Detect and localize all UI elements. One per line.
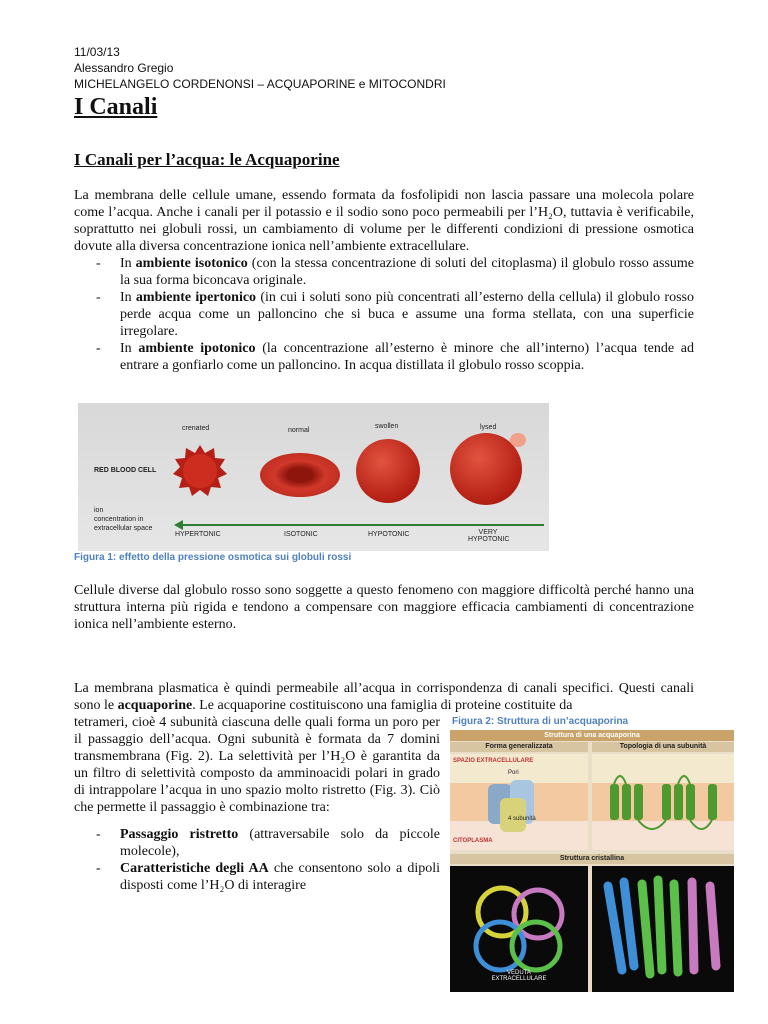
osmotic-list [74, 255, 694, 374]
fig2-title: Struttura di una acquaporina [450, 730, 734, 741]
passage-list [74, 826, 440, 894]
fig2-col1: Forma generalizzata [450, 742, 588, 752]
subunit-shape [500, 798, 526, 832]
list-item: - In ambiente ipotonico (la concentrazione all’esterno è minore che all’interno) l’acqua tende ad entrare a gonfiarlo come un palloncino. In acqua distillata il globulo rosso scoppia. [74, 340, 694, 374]
crystal-top-view: VEDUTA EXTRACELLULARE [450, 866, 588, 992]
condition-label: HYPOTONIC [368, 531, 410, 538]
topology-panel [592, 754, 734, 850]
paragraph-cells: Cellule diverse dal globulo rosso sono soggette a questo fenomeno con maggiore difficoltà perché hanno una struttura interna più rigida e tendono a compensare con maggiore efficacia cambiamenti di concentrazione ionica nell’ambiente esterno. [74, 583, 694, 632]
normal-cell-icon [260, 453, 340, 497]
fig2-col2: Topologia di una subunità [592, 742, 734, 752]
intro-block [74, 187, 694, 374]
ion-label: extracellular space [94, 525, 153, 532]
header-date: 11/03/13 [74, 45, 120, 59]
membrane-panel: SPAZIO EXTRACELLULARE Pori 4 subunità CITOPLASMA [450, 754, 588, 850]
figure-2-caption: Figura 2: Struttura di un’acquaporina [452, 716, 629, 727]
state-label: swollen [375, 423, 399, 430]
state-label: crenated [182, 425, 210, 432]
fig2-crystal: Struttura cristallina [450, 854, 734, 864]
header-author: Alessandro Gregio [74, 61, 174, 75]
section-title: I Canali per l’acqua: le Acquaporine [74, 150, 340, 169]
state-label: lysed [480, 424, 497, 431]
lysis-burst-icon [510, 433, 526, 447]
crystal-side-view [592, 866, 734, 992]
condition-label: VERY HYPOTONIC [468, 529, 510, 543]
condition-label: HYPERTONIC [175, 531, 221, 538]
list-item: - Caratteristiche degli AA che consentono solo a dipoli disposti come l’H₂O di interagire [74, 860, 440, 894]
page-title: I Canali [74, 94, 158, 120]
condition-label: ISOTONIC [284, 531, 318, 538]
cell-label: RED BLOOD CELL [94, 467, 157, 474]
state-label: normal [288, 427, 310, 434]
crenated-cell-icon [172, 443, 228, 499]
figure-aquaporin [450, 730, 734, 992]
ion-label: ion [94, 507, 104, 514]
swollen-cell-icon [356, 439, 420, 503]
paragraph-membrane-intro: La membrana plasmatica è quindi permeabile all’acqua in corrispondenza di canali specifici. Questi canali sono le acquaporine. Le acquaporine costituiscono una famiglia di proteine costituite da [74, 681, 694, 713]
helix-topology-icon [592, 754, 734, 850]
paragraph-aquaporin: tetrameri, cioè 4 subunità ciascuna delle quali forma un poro per il passaggio dell’acqua. Ogni subunità è formata da 7 domini transmembrana (Fig. 2). La selettività per l’H₂O è garantita da un filtro di selettività composto da amminoacidi polari in grado di intrappolare l’acqua in uno spazio molto ristretto (Fig. 3). Ciò che permette il passaggio è combinazione tra: - Passaggio ristretto (attraversabile solo da piccole molecole), - Caratteristiche degli AA che consentono solo a dipoli disposti come l’H₂O di interagire [74, 714, 440, 894]
arrow-head-icon [174, 520, 183, 530]
header-subject: MICHELANGELO CORDENONSI – ACQUAPORINE e MITOCONDRI [74, 77, 446, 91]
intro-paragraph: La membrana delle cellule umane, essendo formata da fosfolipidi non lascia passare una molecola polare come l’acqua. Anche i canali per il potassio e il sodio sono poco permeabili per l’H₂O, tuttavia è verificabile, soprattutto nei globuli rossi, un cambiamento di volume per le differenti condizioni di pressione osmotica dovute alla diversa concentrazione ionica nell’ambiente extracellulare. [74, 188, 694, 254]
concentration-arrow [182, 524, 544, 526]
figure-1-caption: Figura 1: effetto della pressione osmotica sui globuli rossi [74, 552, 352, 563]
helix-bundle-icon [592, 866, 734, 992]
ion-label: concentration in [94, 516, 144, 523]
figure-red-blood-cells [78, 403, 549, 551]
list-item: - In ambiente isotonico (con la stessa concentrazione di soluti del citoplasma) il globulo rosso assume la sua forma biconcava originale. [74, 255, 694, 289]
list-item: - In ambiente ipertonico (in cui i soluti sono più concentrati all’esterno della cellula) il globulo rosso perde acqua come un palloncino che si buca e assume una forma stellata, con una superficie irregolare. [74, 289, 694, 340]
list-item: - Passaggio ristretto (attraversabile solo da piccole molecole), [74, 826, 440, 860]
